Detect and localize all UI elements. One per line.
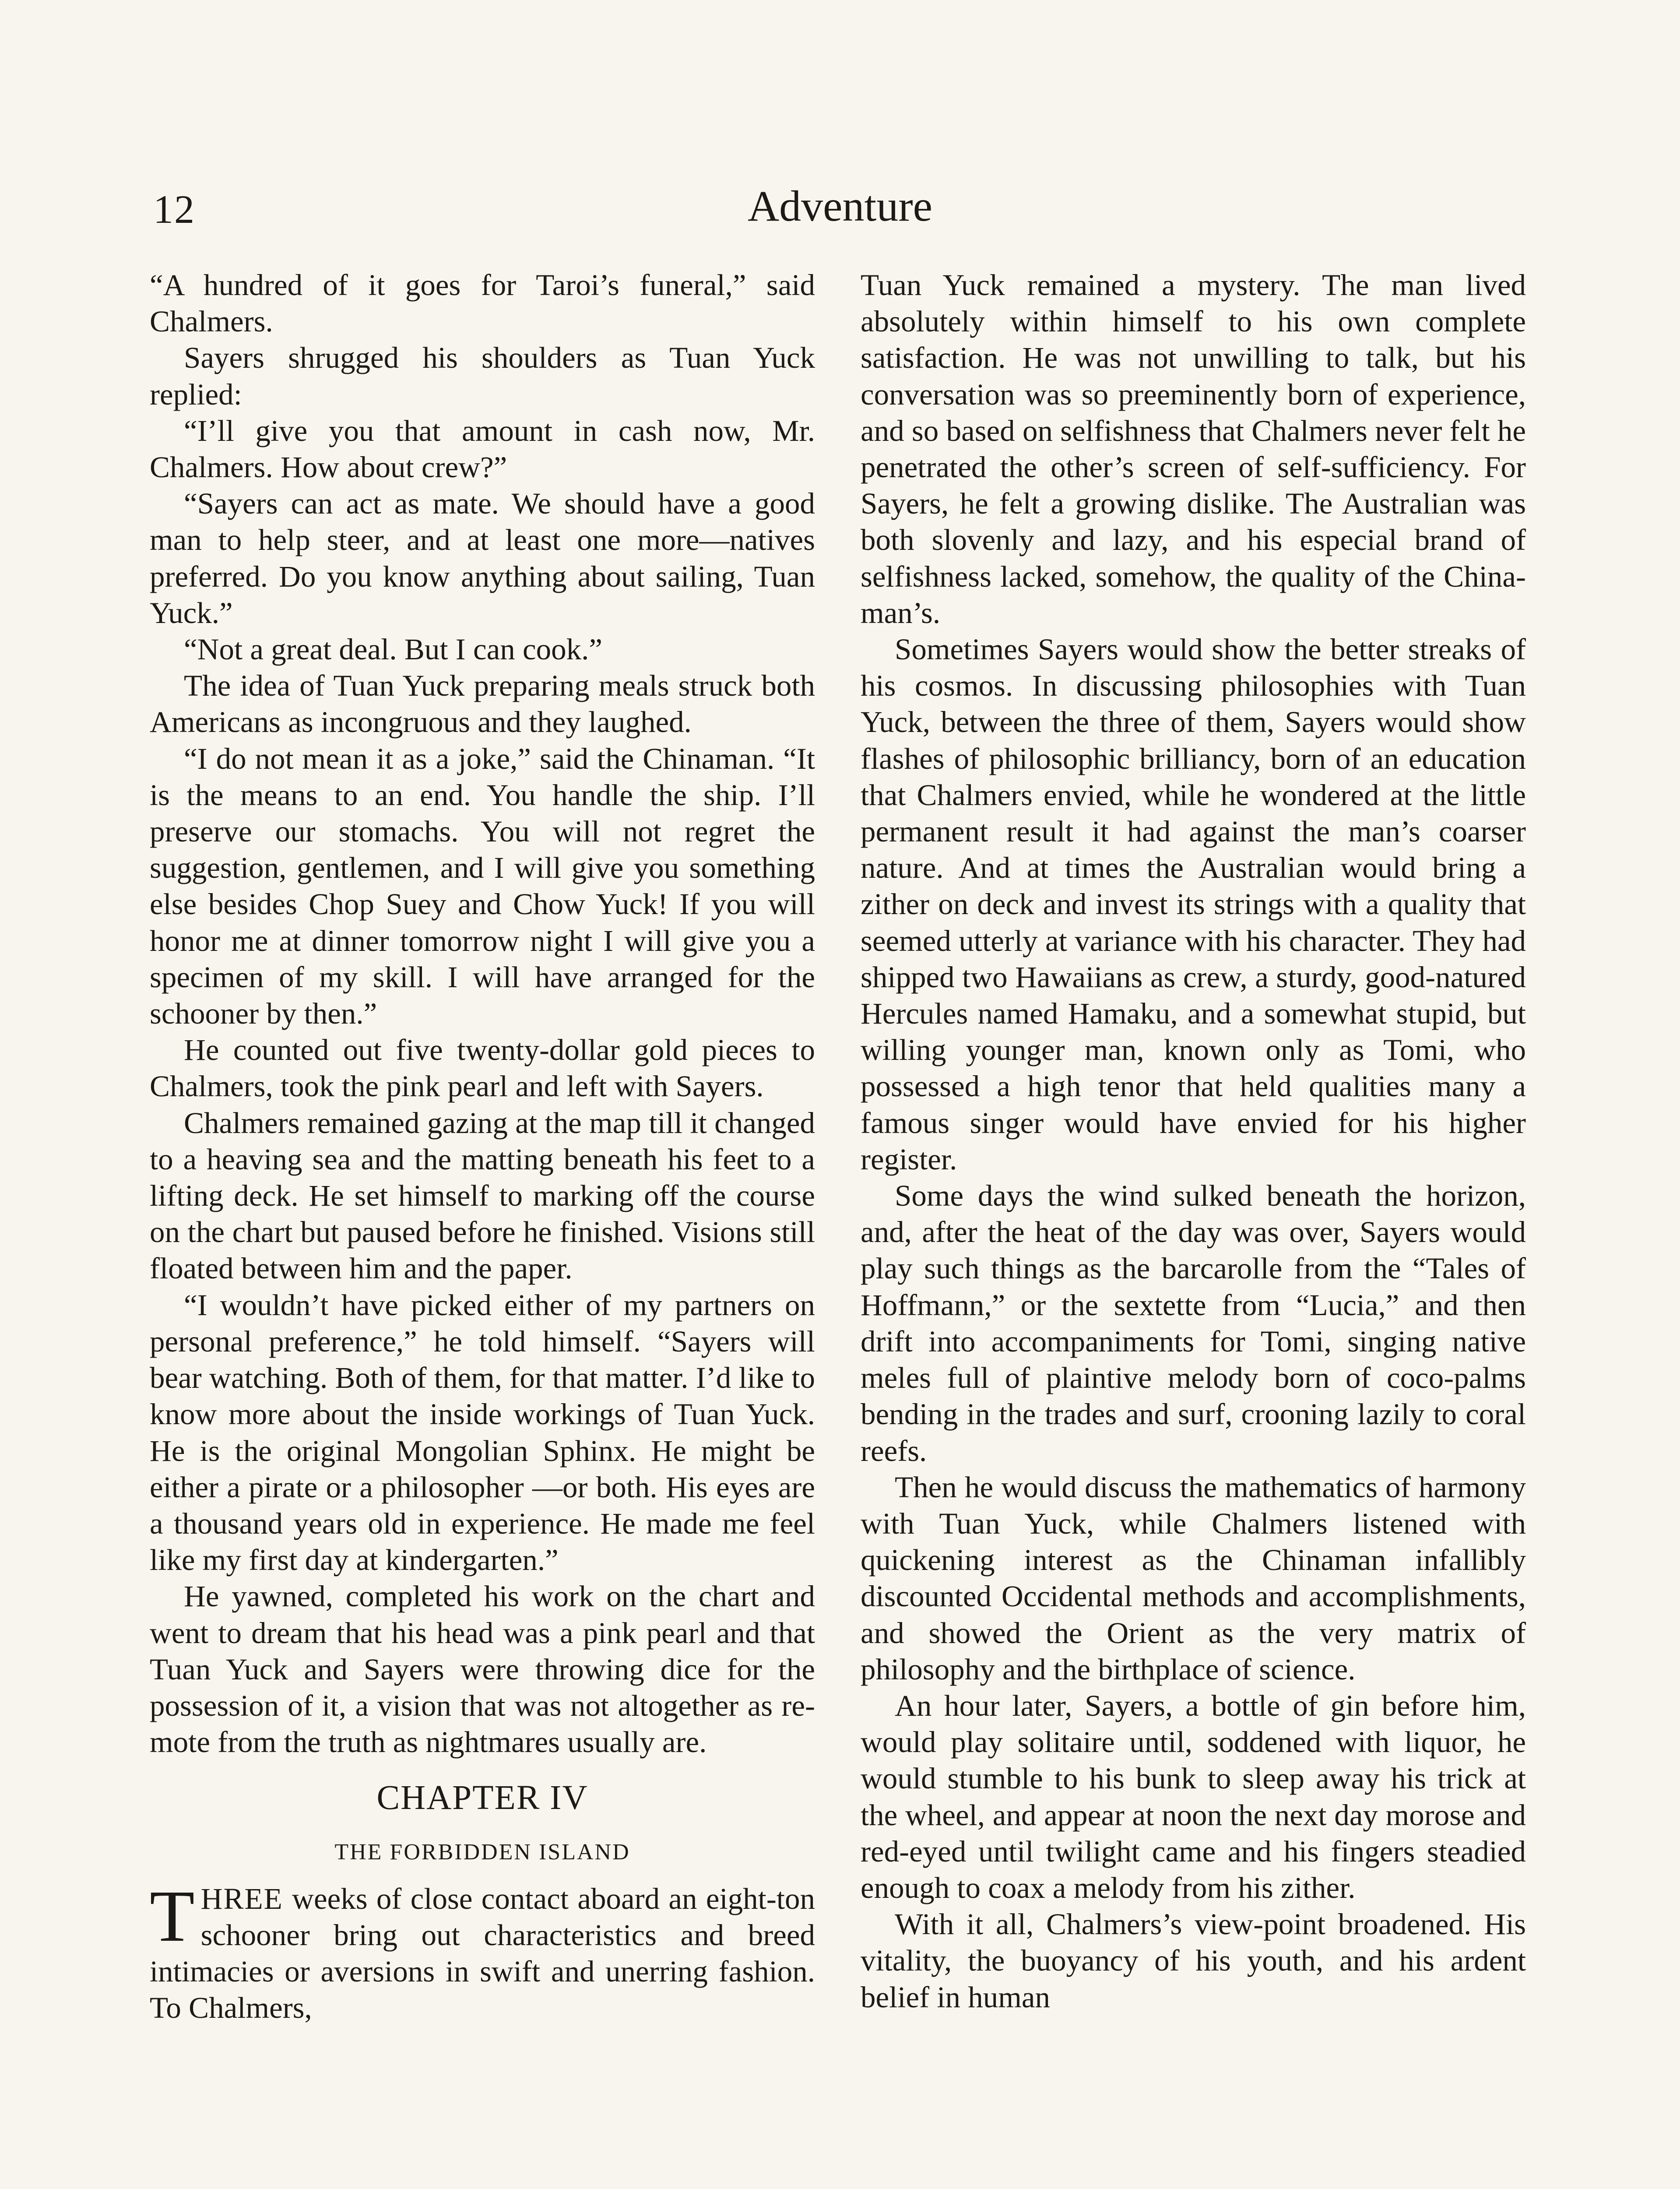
opening-text: weeks of close contact aboard an eight-ton schooner bring out characteristics and breed intimacies or aversions in swift and unerring fashion. To Chalmers,	[150, 1882, 815, 2025]
drop-cap: T	[150, 1875, 195, 1957]
right-column	[861, 267, 1526, 2016]
chapter-opening-paragraph	[150, 1875, 815, 2027]
paragraph: An hour later, Sayers, a bottle of gin before him, would play solitaire until, soddened with liquor, he would stumble to his bunk to sleep away his trick at the wheel, and appear at noon the next day morose and red-eyed until twilight came and his fingers steadied enough to coax a melody from his zither.	[861, 1689, 1526, 1904]
paragraph: Chalmers remained gazing at the map till it changed to a heaving sea and the matting beneath his feet to a lifting deck. He set himself to marking off the course on the chart but paused before he finished. Visions still floated between him and the paper.	[150, 1106, 815, 1285]
paragraph: “Sayers can act as mate. We should have a good man to help steer, and at least one more—natives preferred. Do you know anything about sailing, Tuan Yuck.”	[150, 487, 815, 630]
left-column	[150, 267, 815, 2027]
paragraph: “I’ll give you that amount in cash now, Mr. Chalmers. How about crew?”	[150, 414, 815, 484]
paragraph: Then he would discuss the mathematics of harmony with Tuan Yuck, while Chalmers listened with quickening interest as the Chinaman infallibly discounted Occidental methods and accomplishments, and showed the Orient as the very matrix of philosophy and the birthplace of science.	[861, 1470, 1526, 1686]
paragraph: “A hundred of it goes for Taroi’s funeral,” said Chalmers.	[150, 268, 815, 338]
paragraph: He counted out five twenty-dollar gold pieces to Chalmers, took the pink pearl and left with Sayers.	[150, 1033, 815, 1103]
page-header	[0, 177, 1680, 243]
paragraph: “I wouldn’t have picked either of my partners on personal preference,” he told himself. “Sayers will bear watching. Both of them, for that matter. I’d like to know more about the inside workings of Tuan Yuck. He is the original Mongolian Sphinx. He might be either a pirate or a philosopher —or both. His eyes are a thousand years old in experience. He made me feel like my first day at kindergarten.”	[150, 1288, 815, 1577]
paragraph: Sayers shrugged his shoulders as Tuan Yuck replied:	[150, 341, 815, 411]
opening-words: HREE	[200, 1882, 283, 1915]
paragraph: “Not a great deal. But I can cook.”	[184, 633, 602, 666]
magazine-title: Adventure	[747, 182, 933, 230]
paragraph: Tuan Yuck remained a mystery. The man lived absolutely within himself to his own complete satisfaction. He was not unwilling to talk, but his conversation was so preeminently born of experience, and so based on selfishness that Chalmers never felt he penetrated the other’s screen of self-sufficiency. For Sayers, he felt a growing dislike. The Australian was both slovenly and lazy, and his especial brand of selfishness lacked, somehow, the quality of the Chinaman’s.	[861, 268, 1526, 630]
paragraph: With it all, Chalmers’s view-point broadened. His vitality, the buoyancy of his youth, and his ardent belief in human	[861, 1907, 1526, 2014]
chapter-subtitle: THE FORBIDDEN ISLAND	[334, 1839, 630, 1865]
page-number: 12	[153, 187, 195, 232]
paragraph: He yawned, completed his work on the chart and went to dream that his head was a pink pearl and that Tuan Yuck and Sayers were throwing dice for the possession of it, a vision that was not altogether as remote from the truth as nightmares usually are.	[150, 1580, 815, 1759]
chapter-title: CHAPTER IV	[376, 1779, 588, 1817]
paragraph: “I do not mean it as a joke,” said the Chinaman. “It is the means to an end. You handle the ship. I’ll preserve our stomachs. You will not regret the suggestion, gentlemen, and I will give you something else besides Chop Suey and Chow Yuck! If you will honor me at dinner tomorrow night I will give you a specimen of my skill. I will have arranged for the schooner by then.”	[150, 742, 815, 1031]
paragraph: Sometimes Sayers would show the better streaks of his cosmos. In discussing philosophies with Tuan Yuck, between the three of them, Sayers would show flashes of philosophic brilliancy, born of an education that Chalmers envied, while he wondered at the little permanent result it had against the man’s coarser nature. And at times the Australian would bring a zither on deck and invest its strings with a quality that seemed utterly at variance with his character. They had shipped two Hawaiians as crew, a sturdy, good-natured Hercules named Hamaku, and a somewhat stupid, but willing younger man, known only as Tomi, who possessed a high tenor that held qualities many a famous singer would have envied for his higher register.	[861, 633, 1526, 1176]
paragraph: The idea of Tuan Yuck preparing meals struck both Americans as incongruous and they laughed.	[150, 669, 815, 739]
paragraph: Some days the wind sulked beneath the horizon, and, after the heat of the day was over, Sayers would play such things as the barcarolle from the “Tales of Hoffmann,” or the sextette from “Lucia,” and then drift into accompaniments for Tomi, singing native meles full of plaintive melody born of coco-palms bending in the trades and surf, crooning lazily to coral reefs.	[861, 1179, 1526, 1468]
